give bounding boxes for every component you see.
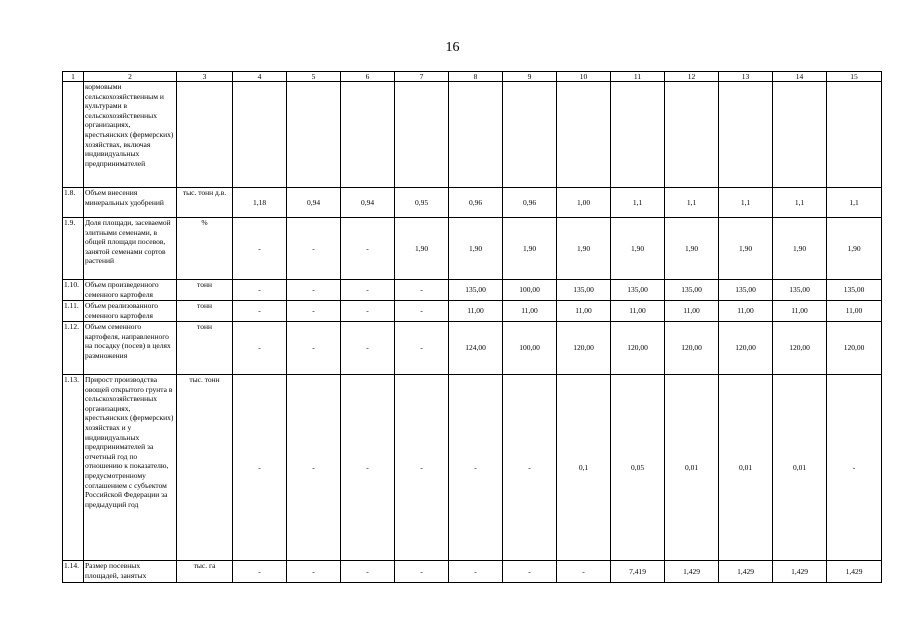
value-cell: 1,1 — [827, 188, 882, 218]
row-number-cell: 1.14. — [63, 561, 84, 583]
value-cell: 120,00 — [611, 322, 665, 375]
value-cell: - — [557, 561, 611, 583]
value-cell: 0,01 — [665, 375, 719, 561]
indicator-name-cell: Доля площади, засеваемой элитными семенами, в общей площади посевов, занятой семенами сортов растений — [84, 218, 177, 280]
table-row — [63, 188, 882, 218]
value-cell: 1,1 — [665, 188, 719, 218]
value-cell: - — [341, 322, 395, 375]
value-cell — [719, 82, 773, 188]
column-number-header: 8 — [449, 72, 503, 82]
unit-cell: тонн — [177, 301, 233, 322]
value-cell: - — [827, 375, 882, 561]
table-row — [63, 322, 882, 375]
value-cell: - — [341, 301, 395, 322]
value-cell: 1,90 — [719, 218, 773, 280]
value-cell: 1,90 — [611, 218, 665, 280]
value-cell: 120,00 — [557, 322, 611, 375]
value-cell: 11,00 — [557, 301, 611, 322]
value-cell — [341, 82, 395, 188]
table-row — [63, 301, 882, 322]
value-cell: - — [287, 375, 341, 561]
value-cell: 1,90 — [827, 218, 882, 280]
table-row — [63, 561, 882, 583]
unit-cell: тыс. га — [177, 561, 233, 583]
value-cell: 0,1 — [557, 375, 611, 561]
value-cell: - — [449, 561, 503, 583]
value-cell: 0,96 — [503, 188, 557, 218]
value-cell: 135,00 — [665, 280, 719, 301]
value-cell: - — [503, 561, 557, 583]
value-cell: 120,00 — [665, 322, 719, 375]
table-row — [63, 218, 882, 280]
value-cell: 135,00 — [827, 280, 882, 301]
value-cell: 0,94 — [341, 188, 395, 218]
table-row — [63, 375, 882, 561]
value-cell: - — [287, 322, 341, 375]
column-number-header: 5 — [287, 72, 341, 82]
unit-cell: тыс. тонн — [177, 375, 233, 561]
row-number-cell — [63, 82, 84, 188]
value-cell — [449, 82, 503, 188]
indicators-table — [62, 71, 882, 583]
value-cell: 1,1 — [719, 188, 773, 218]
value-cell: 1,429 — [719, 561, 773, 583]
value-cell: 120,00 — [827, 322, 882, 375]
unit-cell: % — [177, 218, 233, 280]
column-number-header: 2 — [84, 72, 177, 82]
value-cell: - — [341, 561, 395, 583]
value-cell: 135,00 — [773, 280, 827, 301]
table-header-row — [63, 72, 882, 82]
row-number-cell: 1.13. — [63, 375, 84, 561]
value-cell: 135,00 — [449, 280, 503, 301]
value-cell: - — [287, 301, 341, 322]
value-cell: 1,90 — [503, 218, 557, 280]
value-cell: 1,90 — [773, 218, 827, 280]
value-cell: 7,419 — [611, 561, 665, 583]
value-cell: - — [341, 280, 395, 301]
value-cell: - — [395, 375, 449, 561]
value-cell: - — [395, 322, 449, 375]
value-cell: - — [233, 561, 287, 583]
indicator-name-cell: кормовыми сельскохозяйственным и культурами в сельскохозяйственных организациях, крестьянских (фермерских) хозяйствах, включая индивидуальных предпринимателей — [84, 82, 177, 188]
value-cell: 0,95 — [395, 188, 449, 218]
value-cell: 1,90 — [449, 218, 503, 280]
value-cell: 11,00 — [773, 301, 827, 322]
indicator-name-cell: Объем произведенного семенного картофеля — [84, 280, 177, 301]
value-cell: - — [233, 218, 287, 280]
table-row — [63, 82, 882, 188]
indicator-name-cell: Объем реализованного семенного картофеля — [84, 301, 177, 322]
value-cell: - — [341, 218, 395, 280]
row-number-cell: 1.9. — [63, 218, 84, 280]
value-cell: 1,429 — [773, 561, 827, 583]
value-cell — [827, 82, 882, 188]
column-number-header: 13 — [719, 72, 773, 82]
value-cell: 135,00 — [611, 280, 665, 301]
value-cell: 100,00 — [503, 280, 557, 301]
indicator-name-cell: Объем внесения минеральных удобрений — [84, 188, 177, 218]
value-cell: 0,96 — [449, 188, 503, 218]
column-number-header: 4 — [233, 72, 287, 82]
value-cell: 1,1 — [611, 188, 665, 218]
value-cell: - — [503, 375, 557, 561]
value-cell: - — [287, 280, 341, 301]
column-number-header: 11 — [611, 72, 665, 82]
value-cell: 1,90 — [557, 218, 611, 280]
value-cell: 11,00 — [665, 301, 719, 322]
value-cell: - — [233, 375, 287, 561]
indicator-name-cell: Объем семенного картофеля, направленного на посадку (посев) в целях размножения — [84, 322, 177, 375]
unit-cell: тонн — [177, 280, 233, 301]
column-number-header: 15 — [827, 72, 882, 82]
value-cell — [233, 82, 287, 188]
value-cell: 1,429 — [665, 561, 719, 583]
unit-cell: тыс. тонн д.в. — [177, 188, 233, 218]
value-cell: - — [233, 280, 287, 301]
row-number-cell: 1.10. — [63, 280, 84, 301]
value-cell: 1,90 — [665, 218, 719, 280]
column-number-header: 7 — [395, 72, 449, 82]
value-cell: - — [287, 218, 341, 280]
column-number-header: 12 — [665, 72, 719, 82]
value-cell: 135,00 — [719, 280, 773, 301]
value-cell — [557, 82, 611, 188]
value-cell: 1,18 — [233, 188, 287, 218]
value-cell: 0,01 — [773, 375, 827, 561]
value-cell: - — [233, 301, 287, 322]
value-cell: 11,00 — [611, 301, 665, 322]
value-cell — [773, 82, 827, 188]
column-number-header: 14 — [773, 72, 827, 82]
value-cell: 1,00 — [557, 188, 611, 218]
value-cell: - — [449, 375, 503, 561]
column-number-header: 10 — [557, 72, 611, 82]
indicator-name-cell: Прирост производства овощей открытого грунта в сельскохозяйственных организациях, крестьянских (фермерских) хозяйствах и у индивидуальных предпринимателей за отчетный год по отношению к показателю, предусмотренному соглашением с субъектом Российской Федерации за предыдущий год — [84, 375, 177, 561]
value-cell — [665, 82, 719, 188]
value-cell: - — [395, 301, 449, 322]
value-cell — [395, 82, 449, 188]
row-number-cell: 1.11. — [63, 301, 84, 322]
value-cell: 11,00 — [827, 301, 882, 322]
value-cell: - — [233, 322, 287, 375]
page-number: 16 — [445, 40, 460, 55]
indicator-name-cell: Размер посевных площадей, занятых — [84, 561, 177, 583]
value-cell: 11,00 — [449, 301, 503, 322]
unit-cell: тонн — [177, 322, 233, 375]
value-cell: 100,00 — [503, 322, 557, 375]
value-cell: 0,01 — [719, 375, 773, 561]
column-number-header: 6 — [341, 72, 395, 82]
unit-cell — [177, 82, 233, 188]
value-cell: 1,429 — [827, 561, 882, 583]
row-number-cell: 1.8. — [63, 188, 84, 218]
value-cell: - — [287, 561, 341, 583]
column-number-header: 3 — [177, 72, 233, 82]
value-cell — [611, 82, 665, 188]
value-cell: 135,00 — [557, 280, 611, 301]
value-cell: 11,00 — [503, 301, 557, 322]
value-cell: 120,00 — [719, 322, 773, 375]
value-cell: 0,05 — [611, 375, 665, 561]
column-number-header: 1 — [63, 72, 84, 82]
column-number-header: 9 — [503, 72, 557, 82]
value-cell: 0,94 — [287, 188, 341, 218]
table-row — [63, 280, 882, 301]
value-cell: 11,00 — [719, 301, 773, 322]
value-cell: - — [341, 375, 395, 561]
value-cell: 1,1 — [773, 188, 827, 218]
value-cell: - — [395, 561, 449, 583]
row-number-cell: 1.12. — [63, 322, 84, 375]
value-cell — [503, 82, 557, 188]
value-cell: 120,00 — [773, 322, 827, 375]
value-cell: - — [395, 280, 449, 301]
value-cell: 124,00 — [449, 322, 503, 375]
value-cell — [287, 82, 341, 188]
value-cell: 1,90 — [395, 218, 449, 280]
